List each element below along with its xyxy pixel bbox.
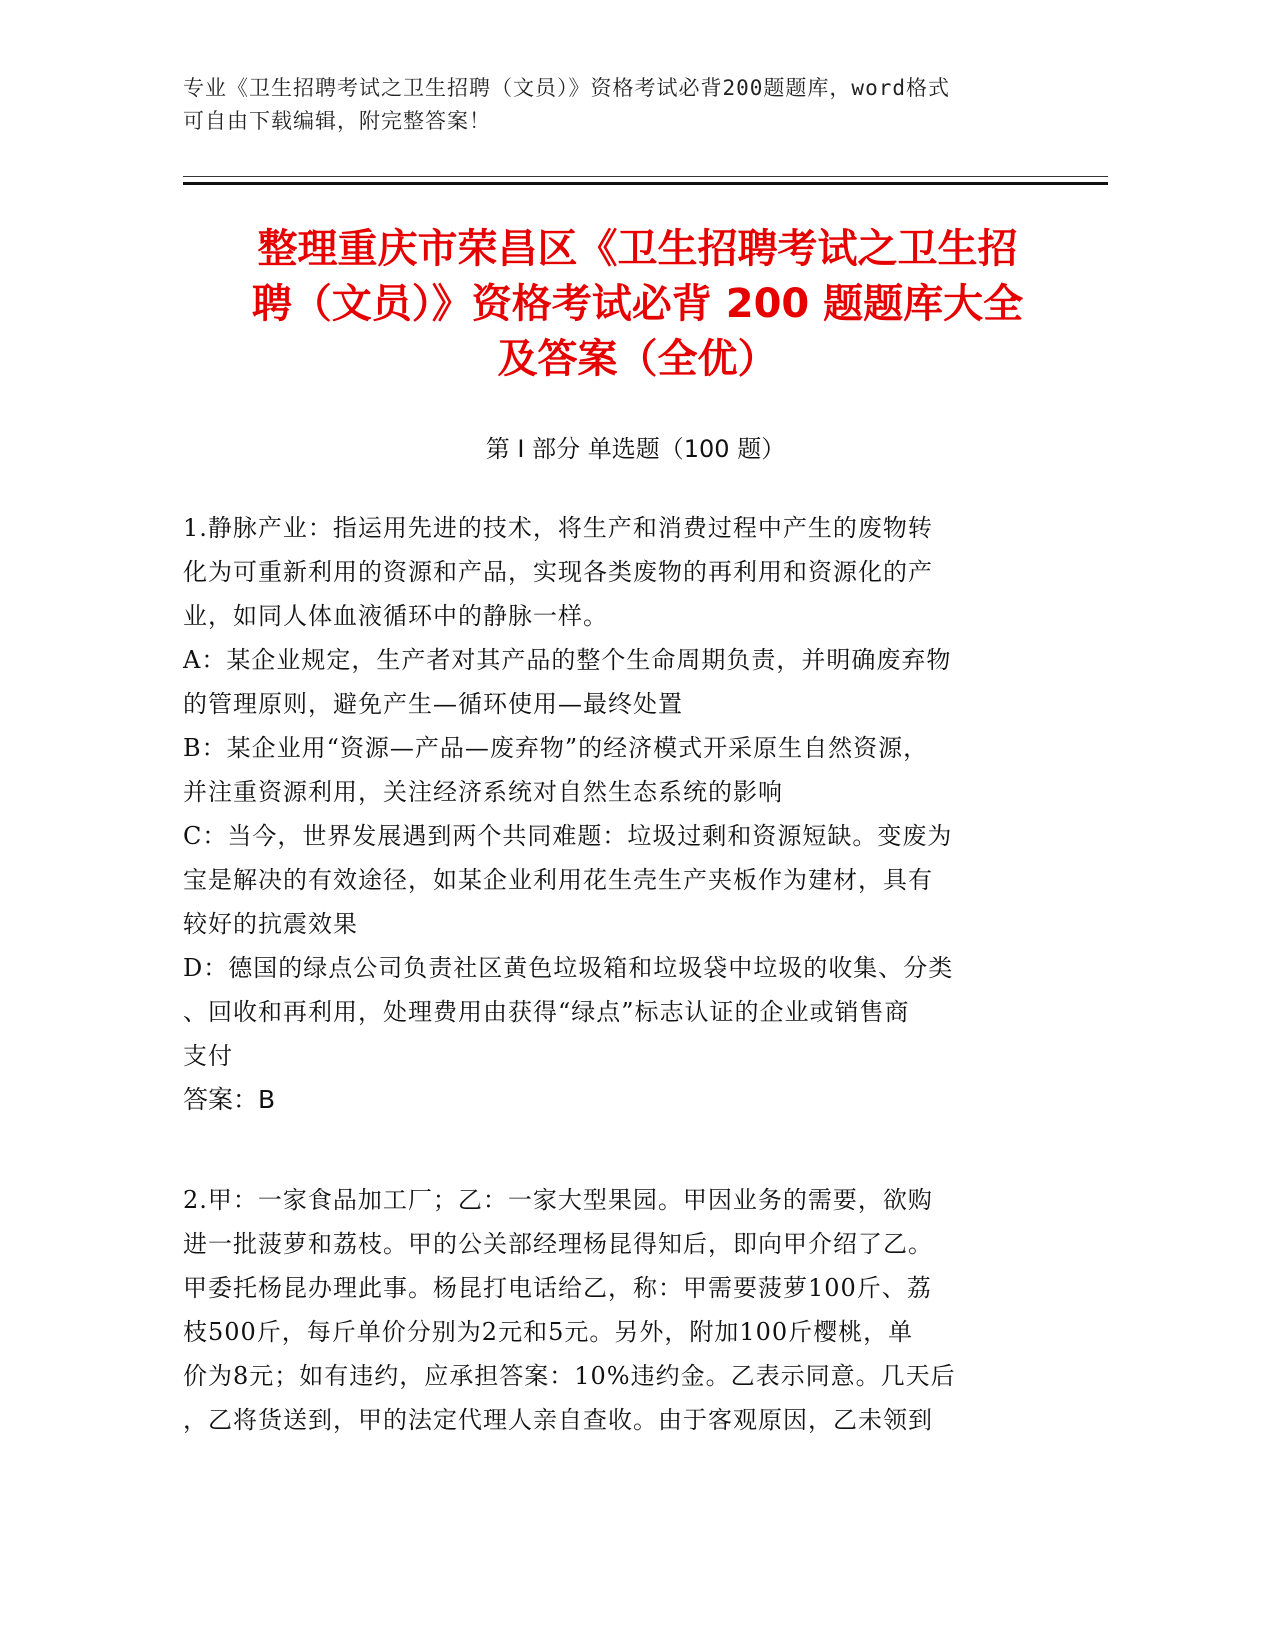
question-text-line: 2.甲：一家食品加工厂；乙：一家大型果园。甲因业务的需要，欲购 — [183, 1186, 933, 1214]
question-text-line: 价为8元；如有违约，应承担答案：10%违约金。乙表示同意。几天后 — [183, 1362, 956, 1390]
option-d-line: 、回收和再利用，处理费用由获得“绿点”标志认证的企业或销售商 — [183, 998, 910, 1026]
option-d-line: D：德国的绿点公司负责社区黄色垃圾箱和垃圾袋中垃圾的收集、分类 — [183, 954, 954, 982]
question-text-line: 化为可重新利用的资源和产品，实现各类废物的再利用和资源化的产 — [183, 558, 933, 586]
question-list — [183, 506, 1063, 1498]
document-title-line: 整理重庆市荣昌区《卫生招聘考试之卫生招 — [257, 226, 1018, 272]
option-c-line: 较好的抗震效果 — [183, 910, 358, 938]
question-text-line: ，乙将货送到，甲的法定代理人亲自查收。由于客观原因，乙未领到 — [183, 1406, 933, 1434]
question-1 — [183, 506, 1063, 1122]
question-text-line: 进一批菠萝和荔枝。甲的公关部经理杨昆得知后，即向甲介绍了乙。 — [183, 1230, 933, 1258]
question-text-line: 业，如同人体血液循环中的静脉一样。 — [183, 602, 608, 630]
header-divider-thin — [183, 176, 1108, 177]
question-2 — [183, 1178, 1063, 1442]
option-b-line: B：某企业用“资源—产品—废弃物”的经济模式开采原生自然资源， — [183, 734, 929, 762]
question-text-line: 枝500斤，每斤单价分别为2元和5元。另外，附加100斤樱桃，单 — [183, 1318, 914, 1346]
answer-label: 答案：B — [183, 1085, 276, 1114]
header-note — [183, 72, 1063, 138]
header-divider-thick — [183, 182, 1108, 185]
document-title-line: 聘（文员）》资格考试必背 200 题题库大全 — [251, 281, 1024, 327]
document-title-line: 及答案（全优） — [497, 336, 778, 382]
header-note-line: 可自由下载编辑，附完整答案！ — [183, 109, 491, 133]
question-text-line: 甲委托杨昆办理此事。杨昆打电话给乙，称：甲需要菠萝100斤、荔 — [183, 1274, 932, 1302]
option-a-line: 的管理原则，避免产生—循环使用—最终处置 — [183, 690, 683, 718]
document-title — [185, 222, 1090, 387]
question-text-line: 1.静脉产业：指运用先进的技术，将生产和消费过程中产生的废物转 — [183, 514, 933, 542]
option-b-line: 并注重资源利用，关注经济系统对自然生态系统的影响 — [183, 778, 783, 806]
option-c-line: C：当今，世界发展遇到两个共同难题：垃圾过剩和资源短缺。变废为 — [183, 822, 953, 850]
option-c-line: 宝是解决的有效途径，如某企业利用花生壳生产夹板作为建材，具有 — [183, 866, 933, 894]
option-a-line: A：某企业规定，生产者对其产品的整个生命周期负责，并明确废弃物 — [183, 646, 952, 674]
option-d-line: 支付 — [183, 1042, 233, 1070]
header-note-line: 专业《卫生招聘考试之卫生招聘（文员）》资格考试必背200题题库，word格式 — [183, 76, 950, 100]
section-heading: 第 I 部分 单选题（100 题） — [485, 435, 786, 463]
